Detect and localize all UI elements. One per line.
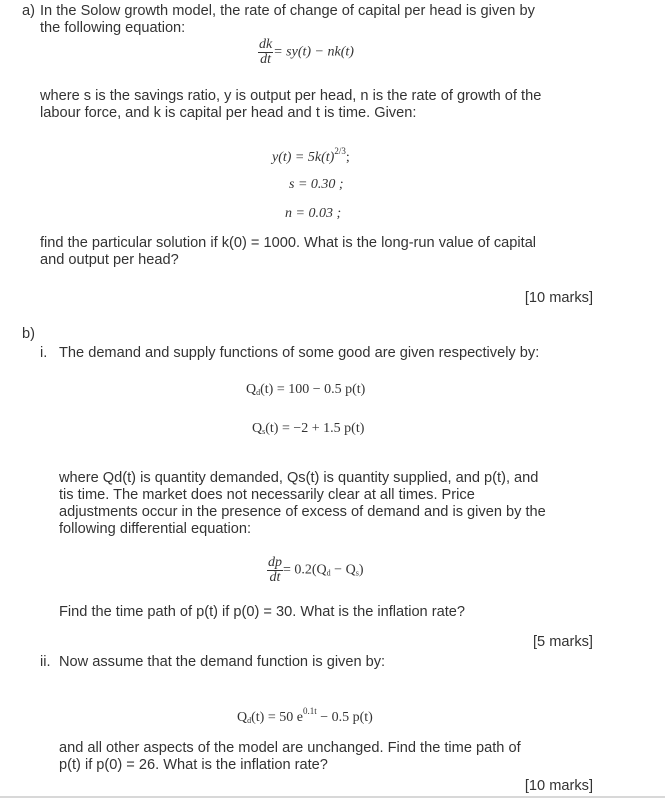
given-y-exponent: 2/3	[334, 146, 346, 156]
part-b-i-marks: [5 marks]	[532, 634, 593, 650]
given-y-semicolon: ;	[345, 150, 350, 165]
given-n-equation: n = 0.03 ;	[285, 206, 342, 221]
part-a-intro-line2: the following equation:	[40, 20, 186, 36]
part-b-i-where	[59, 470, 593, 538]
part-b-i-where-line1: where Qd(t) is quantity demanded, Qs(t) is quantity supplied, and p(t), and	[59, 470, 539, 486]
price-adjustment-equation	[267, 556, 363, 585]
part-b-ii-numeral: ii.	[40, 654, 51, 670]
dk-dt-fraction	[258, 38, 273, 67]
supply-q: Q	[252, 421, 263, 436]
part-a-intro-line1: In the Solow growth model, the rate of change of capital per head is given by	[40, 3, 535, 19]
fraction-denominator: dt	[260, 52, 272, 67]
dp-dt-fraction	[267, 556, 283, 585]
given-y-equation	[272, 143, 350, 166]
new-demand-rhs-a: (t) = 50 e	[251, 710, 303, 725]
supply-rhs: (t) = −2 + 1.5 p(t)	[265, 421, 365, 436]
de-sub-s: s	[355, 568, 359, 578]
de-sub-d: d	[326, 568, 331, 578]
new-demand-q: Q	[237, 710, 248, 725]
page-bottom-divider	[0, 796, 665, 798]
de-end: )	[358, 562, 364, 578]
demand-equation	[246, 381, 365, 401]
fraction-numerator: dp	[268, 555, 282, 570]
demand-rhs: (t) = 100 − 0.5 p(t)	[260, 382, 366, 397]
part-a-find	[40, 235, 600, 269]
part-b-i-find: Find the time path of p(t) if p(0) = 30. What is the inflation rate?	[59, 604, 465, 620]
part-a-where-line2: labour force, and k is capital per head and t is time. Given:	[40, 105, 417, 121]
demand-q: Q	[246, 382, 257, 397]
part-b-ii-marks: [10 marks]	[524, 778, 593, 794]
demand-q-sub: d	[256, 388, 261, 397]
part-b-i-intro: The demand and supply functions of some good are given respectively by:	[59, 345, 540, 361]
part-a-label: a)	[22, 3, 35, 19]
part-a-find-line1: find the particular solution if k(0) = 1000. What is the long-run value of capital	[40, 235, 537, 251]
part-a-where	[40, 88, 600, 122]
part-b-ii-intro: Now assume that the demand function is given by:	[59, 654, 386, 670]
part-b-i-where-line2: tis time. The market does not necessarily clear at all times. Price	[59, 487, 475, 503]
part-b-i-where-line4: following differential equation:	[59, 521, 252, 537]
supply-equation	[252, 420, 364, 440]
solow-equation	[258, 38, 354, 67]
de-mid: − Q	[330, 562, 356, 578]
part-b-ii-rest-line1: and all other aspects of the model are unchanged. Find the time path of	[59, 740, 521, 756]
part-b-i-numeral: i.	[40, 345, 48, 361]
part-a-marks: [10 marks]	[524, 290, 593, 306]
de-rhs: = 0.2(Q	[283, 562, 327, 578]
part-a-where-line1: where s is the savings ratio, y is output per head, n is the rate of growth of the	[40, 88, 542, 104]
new-demand-rhs-b: − 0.5 p(t)	[316, 710, 373, 725]
solow-equation-rhs: = sy(t) − nk(t)	[273, 44, 354, 60]
new-demand-exponent: 0.1t	[302, 706, 317, 716]
fraction-denominator: dt	[269, 570, 281, 585]
part-b-i-where-line3: adjustments occur in the presence of excess of demand and is given by the	[59, 504, 546, 520]
part-a-find-line2: and output per head?	[40, 252, 179, 268]
part-b-ii-rest	[59, 740, 593, 774]
new-demand-q-sub: d	[247, 716, 252, 725]
fraction-numerator: dk	[259, 37, 273, 52]
given-s-equation: s = 0.30 ;	[289, 177, 344, 192]
part-b-ii-rest-line2: p(t) if p(0) = 26. What is the inflation rate?	[59, 757, 328, 773]
part-b-label: b)	[22, 326, 35, 342]
part-a-intro	[40, 3, 600, 37]
given-y-text: y(t) = 5k(t)	[272, 150, 335, 165]
new-demand-equation	[237, 703, 373, 729]
supply-q-sub: s	[262, 427, 266, 436]
